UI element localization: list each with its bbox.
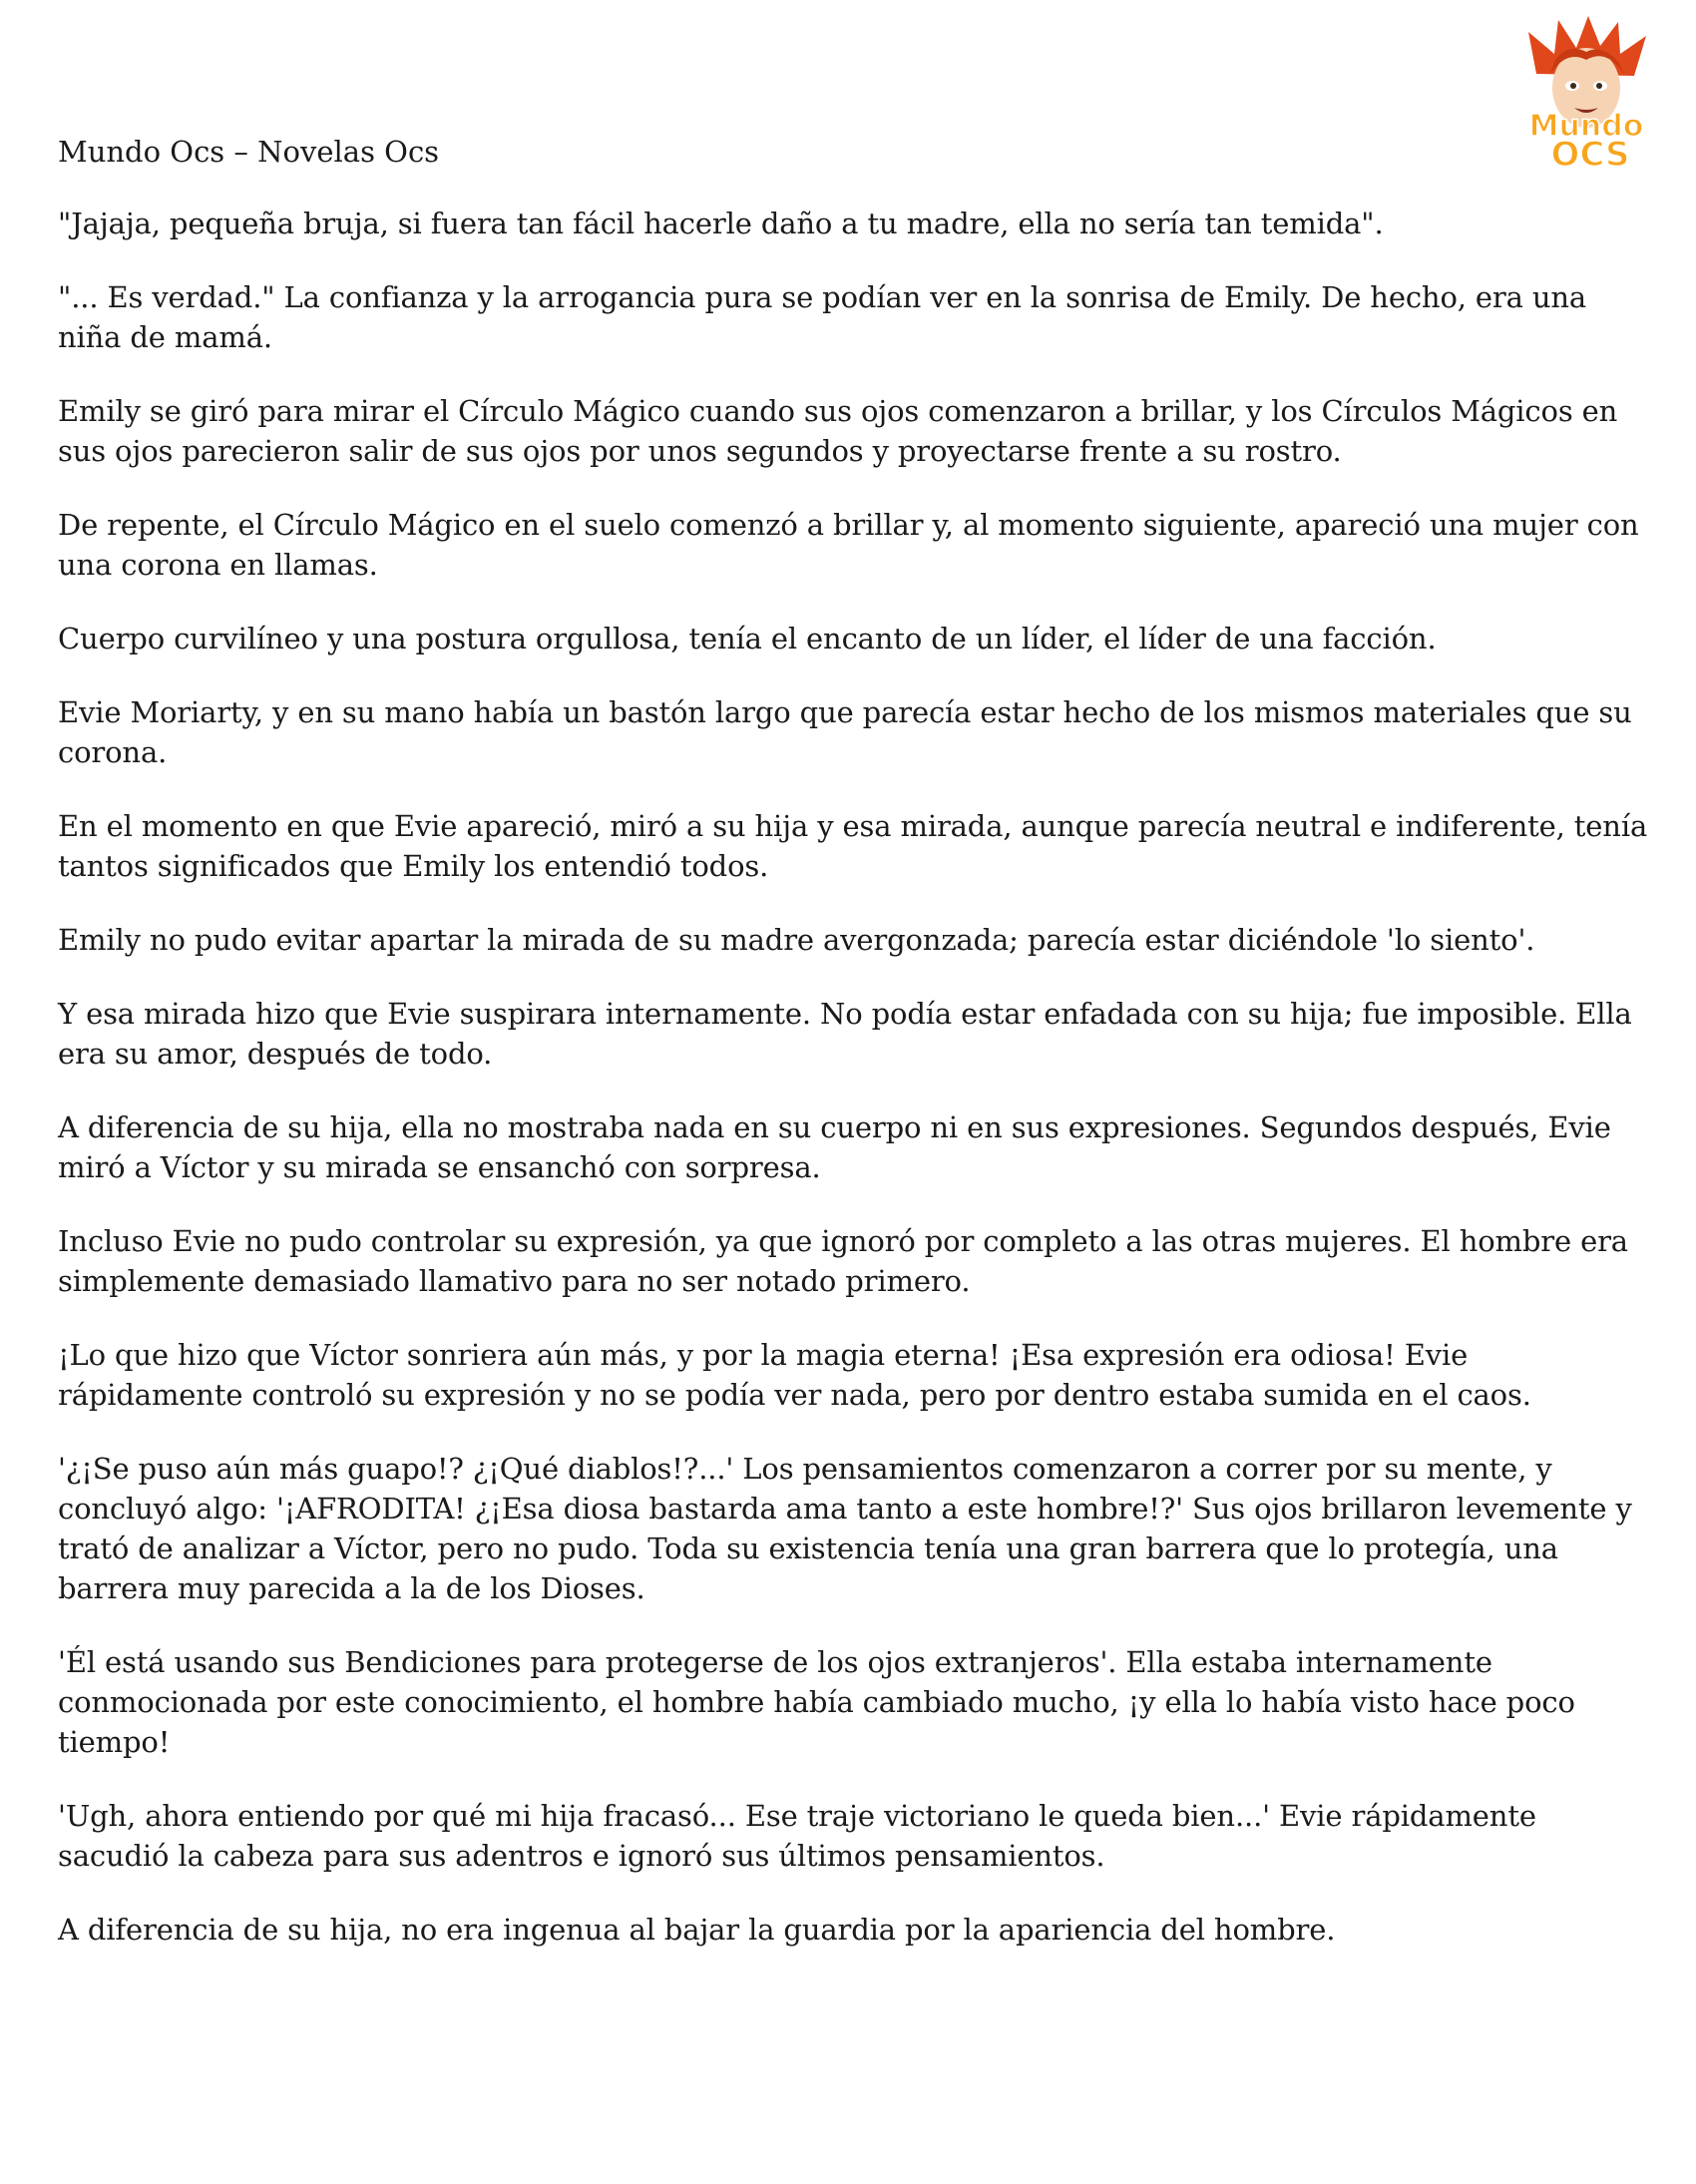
paragraph: "Jajaja, pequeña bruja, si fuera tan fácil hacerle daño a tu madre, ella no sería tan temida".: [58, 207, 1384, 240]
logo-text-bottom: OCS: [1550, 135, 1630, 174]
paragraph: Cuerpo curvilíneo y una postura orgullosa, tenía el encanto de un líder, el líder de una facción.: [58, 622, 1437, 655]
logo-text-top: Mundo: [1528, 109, 1644, 144]
paragraph: En el momento en que Evie apareció, miró a su hija y esa mirada, aunque parecía neutral e indiferente, tenía tantos significados que Emily los entendió todos.: [58, 809, 1648, 883]
paragraph: Emily no pudo evitar apartar la mirada de su madre avergonzada; parecía estar diciéndole 'lo siento'.: [58, 923, 1535, 957]
paragraph: 'Él está usando sus Bendiciones para protegerse de los ojos extranjeros'. Ella estaba internamente conmocionada por este conocimiento, el hombre había cambiado mucho, ¡y ella lo había visto hace poco tiempo!: [58, 1645, 1575, 1759]
mundo-ocs-logo: [1506, 14, 1666, 174]
paragraph: ¡Lo que hizo que Víctor sonriera aún más, y por la magia eterna! ¡Esa expresión era odiosa! Evie rápidamente controló su expresión y no se podía ver nada, pero por dentro estaba sumida en el caos.: [58, 1338, 1531, 1412]
paragraph: Emily se giró para mirar el Círculo Mágico cuando sus ojos comenzaron a brillar, y los Círculos Mágicos en sus ojos parecieron salir de sus ojos por unos segundos y proyectarse frente a su rostro.: [58, 394, 1618, 468]
paragraph: A diferencia de su hija, ella no mostraba nada en su cuerpo ni en sus expresiones. Segundos después, Evie miró a Víctor y su mirada se ensanchó con sorpresa.: [58, 1110, 1611, 1184]
paragraph: A diferencia de su hija, no era ingenua al bajar la guardia por la apariencia del hombre.: [58, 1913, 1336, 1947]
paragraph: 'Ugh, ahora entiendo por qué mi hija fracasó... Ese traje victoriano le queda bien...' Evie rápidamente sacudió la cabeza para sus adentros e ignoró sus últimos pensamientos.: [58, 1799, 1536, 1873]
paragraph: Evie Moriarty, y en su mano había un bastón largo que parecía estar hecho de los mismos materiales que su corona.: [58, 695, 1632, 769]
paragraph: De repente, el Círculo Mágico en el suelo comenzó a brillar y, al momento siguiente, apareció una mujer con una corona en llamas.: [58, 508, 1639, 582]
paragraph: "... Es verdad." La confianza y la arrogancia pura se podían ver en la sonrisa de Emily. De hecho, era una niña de mamá.: [58, 280, 1587, 354]
paragraph: Y esa mirada hizo que Evie suspirara internamente. No podía estar enfadada con su hija; fue imposible. Ella era su amor, después de todo.: [58, 997, 1632, 1071]
document-body: [58, 204, 1654, 1983]
paragraph: Incluso Evie no pudo controlar su expresión, ya que ignoró por completo a las otras mujeres. El hombre era simplemente demasiado llamativo para no ser notado primero.: [58, 1224, 1628, 1298]
document-header: Mundo Ocs – Novelas Ocs: [58, 135, 440, 169]
paragraph: '¿¡Se puso aún más guapo!? ¿¡Qué diablos!?...' Los pensamientos comenzaron a correr por su mente, y concluyó algo: '¡AFRODITA! ¿¡Esa diosa bastarda ama tanto a este hombre!?' Sus ojos brillaron levemente y trató de analizar a Víctor, pero no pudo. Toda su existencia tenía una gran barrera que lo protegía, una barrera muy parecida a la de los Dioses.: [58, 1452, 1632, 1605]
